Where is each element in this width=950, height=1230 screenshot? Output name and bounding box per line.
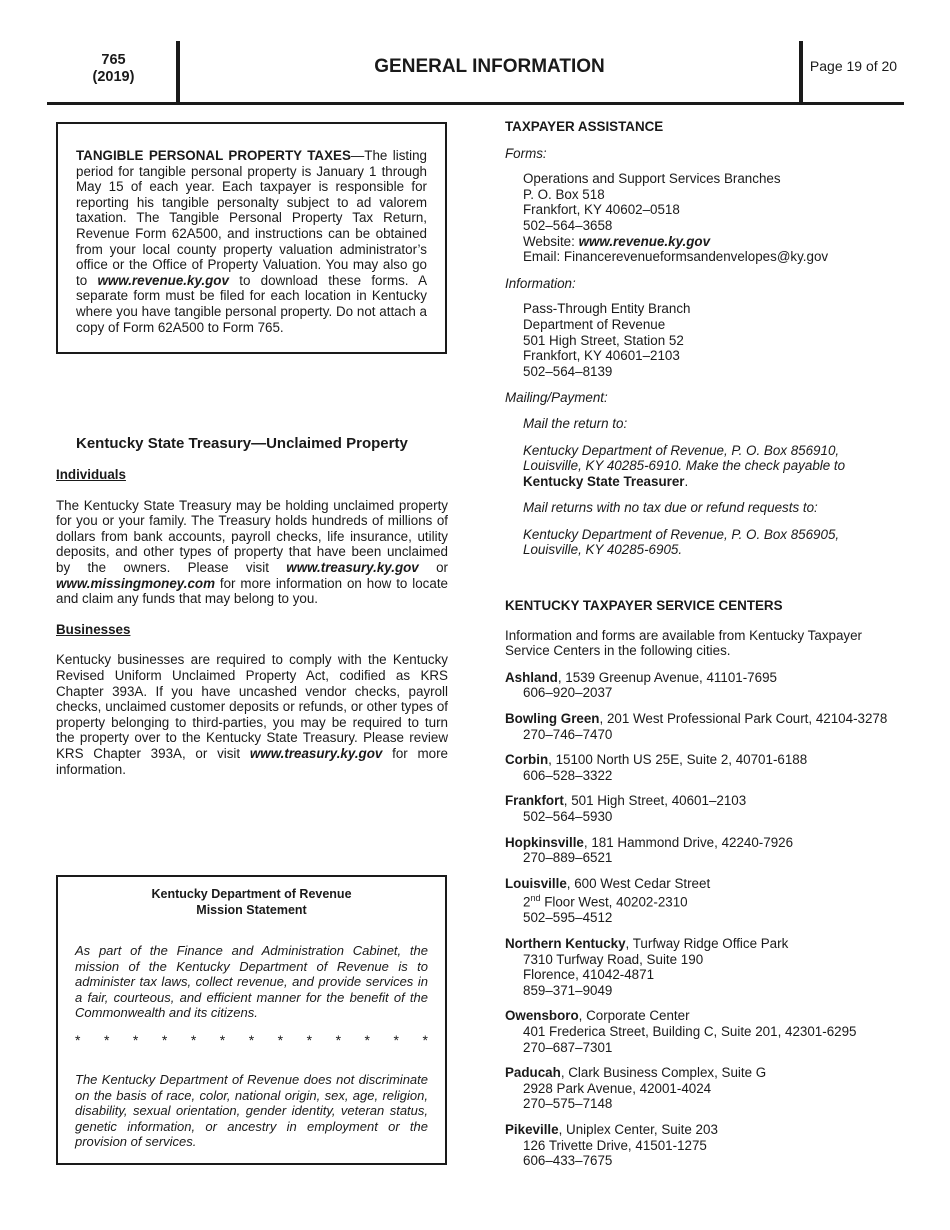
- center-city: Ashland: [505, 669, 558, 685]
- center-phone: 270–687–7301: [523, 1039, 613, 1055]
- center-address-line-2: 126 Trivette Drive, 41501-1275: [523, 1137, 707, 1153]
- individuals-heading: Individuals: [56, 467, 126, 482]
- star: *: [219, 1031, 226, 1048]
- floor-suffix: nd: [530, 893, 541, 904]
- star: *: [306, 1031, 313, 1048]
- info-line: 501 High Street, Station 52: [523, 332, 684, 348]
- form-year: (2019): [92, 69, 135, 85]
- center-corbin: [505, 752, 897, 783]
- tangible-text-1: —The listing period for tangible personal property is January 1 through May 15 of each year. Each taxpayer is responsible for reporting his tangible personalty subject to ad valorem taxation. The Tangible Personal Property Tax Return, Revenue Form 62A500, and instructions can be obtained from your local county property valuation administrator’s office or the Office of Property Valuation. You may also go to: [76, 148, 427, 288]
- center-bowling-green: [505, 711, 897, 742]
- page-title: GENERAL INFORMATION: [374, 56, 605, 77]
- payable-to: Kentucky State Treasurer: [523, 473, 685, 489]
- nondiscrimination-statement: The Kentucky Department of Revenue does not discriminate on the basis of race, color, national origin, sex, age, religion, disability, sexual orientation, gender identity, veteran status, genetic information, or ancestry in employment or the provision of services.: [75, 1072, 428, 1150]
- center-address-line-2: 2928 Park Avenue, 42001-4024: [523, 1080, 712, 1096]
- floor-number: 2: [523, 894, 531, 910]
- star: *: [248, 1031, 255, 1048]
- center-address: , 501 High Street, 40601–2103: [563, 793, 747, 809]
- mission-statement: As part of the Finance and Administration Cabinet, the mission of the Kentucky Department of Revenue is to administer tax laws, collect revenue, and provide services in a fair, courteous, and efficient manner for the benefit of the Commonwealth and its citizens.: [75, 943, 428, 1020]
- missingmoney-link[interactable]: www.missingmoney.com: [56, 575, 215, 591]
- center-hopkinsville: [505, 835, 897, 866]
- page-header: [47, 41, 904, 105]
- center-phone: 270–575–7148: [523, 1096, 613, 1112]
- info-line: Pass-Through Entity Branch: [523, 301, 691, 317]
- center-city: Frankfort: [505, 793, 564, 809]
- center-northern-kentucky: [505, 936, 897, 998]
- center-address-line-3: Florence, 41042-4871: [523, 967, 655, 983]
- center-owensboro: [505, 1008, 897, 1055]
- center-phone: 606–920–2037: [523, 685, 613, 701]
- center-paducah: [505, 1065, 897, 1112]
- no-tax-label: Mail returns with no tax due or refund requests to:: [523, 500, 818, 516]
- forms-line: Frankfort, KY 40602–0518: [523, 202, 680, 218]
- center-ashland: [505, 670, 897, 701]
- mission-title-line-2: Mission Statement: [196, 903, 307, 917]
- page-number: Page 19 of 20: [809, 58, 898, 74]
- mission-title: [75, 886, 428, 918]
- center-frankfort: [505, 793, 897, 824]
- tangible-paragraph: [76, 148, 427, 335]
- treasury-link-2[interactable]: www.treasury.ky.gov: [249, 745, 383, 761]
- star: *: [132, 1031, 139, 1048]
- center-phone: 270–889–6521: [523, 850, 613, 866]
- info-line: 502–564–8139: [523, 363, 613, 379]
- period: .: [684, 473, 689, 489]
- center-phone: 606–433–7675: [523, 1153, 613, 1169]
- forms-line: P. O. Box 518: [523, 186, 605, 202]
- forms-label: Forms:: [505, 145, 547, 161]
- form-number: 765: [101, 52, 126, 68]
- treasury-section: [56, 435, 448, 792]
- taxpayer-assistance-title: TAXPAYER ASSISTANCE: [505, 119, 664, 134]
- center-louisville: [505, 876, 897, 926]
- center-city: Corbin: [505, 752, 549, 768]
- center-address-line-2: [505, 891, 897, 910]
- star-divider: [75, 1033, 428, 1049]
- center-address: , Corporate Center: [578, 1008, 690, 1024]
- center-phone: 270–746–7470: [523, 726, 613, 742]
- mission-title-line-1: Kentucky Department of Revenue: [151, 887, 352, 901]
- website-line: [523, 234, 897, 250]
- star: *: [422, 1031, 428, 1048]
- businesses-heading: Businesses: [56, 621, 131, 637]
- form-id: [47, 52, 180, 86]
- center-city: Owensboro: [505, 1008, 579, 1024]
- service-centers-title: KENTUCKY TAXPAYER SERVICE CENTERS: [505, 598, 783, 614]
- individuals-paragraph: [56, 498, 448, 607]
- center-address: , 201 West Professional Park Court, 42104-3278: [599, 711, 888, 727]
- businesses-text-1: Kentucky businesses are required to comply with the Kentucky Revised Uniform Unclaimed Property Act, codified as KRS Chapter 393A. If you have uncashed vendor checks, payroll checks, unclaimed customer deposits or refunds, or other types of property belonging to third-parties, you may be required to turn the property over to the Kentucky State Treasury. Please review KRS Chapter 393A, or visit: [56, 652, 448, 761]
- center-city: Paducah: [505, 1065, 561, 1081]
- email-line: Email: Financerevenueformsandenvelopes@ky.gov: [523, 249, 829, 265]
- center-pikeville: [505, 1122, 897, 1169]
- star: *: [190, 1031, 197, 1048]
- center-city: Pikeville: [505, 1121, 559, 1137]
- center-phone: 859–371–9049: [523, 982, 613, 998]
- center-phone: 502–564–5930: [523, 809, 613, 824]
- star: *: [75, 1031, 81, 1048]
- center-phone: 606–528–3322: [523, 767, 613, 783]
- center-address: , Clark Business Complex, Suite G: [560, 1065, 767, 1081]
- center-address-line-2: 7310 Turfway Road, Suite 190: [523, 951, 704, 967]
- businesses-text-2: for more information.: [56, 745, 448, 777]
- businesses-paragraph: [56, 652, 448, 777]
- information-label: Information:: [505, 275, 576, 291]
- star: *: [103, 1031, 110, 1048]
- center-address: , Turfway Ridge Office Park: [625, 936, 789, 952]
- revenue-link[interactable]: www.revenue.ky.gov: [97, 272, 229, 288]
- star: *: [335, 1031, 342, 1048]
- forms-line: Operations and Support Services Branches: [523, 171, 781, 187]
- right-column: [505, 119, 897, 1179]
- mission-statement-box: [56, 875, 447, 1165]
- center-city: Hopkinsville: [505, 834, 584, 850]
- mail-return-label: Mail the return to:: [523, 415, 628, 431]
- individuals-text-1: The Kentucky State Treasury may be holding unclaimed property for you or your family. The Treasury holds hundreds of millions of dollars from bank accounts, payroll checks, life insurance, utility deposits, and other types of property that have been unclaimed by the owners. Please visit: [56, 497, 448, 575]
- center-address: , 15100 North US 25E, Suite 2, 40701-6188: [548, 752, 808, 768]
- treasury-link[interactable]: www.treasury.ky.gov: [286, 559, 419, 575]
- center-city: Louisville: [505, 875, 567, 891]
- center-city: Northern Kentucky: [505, 936, 626, 952]
- treasury-title: Kentucky State Treasury—Unclaimed Property: [76, 435, 408, 452]
- center-phone: 502–595–4512: [523, 910, 613, 926]
- tangible-heading: TANGIBLE PERSONAL PROPERTY TAXES: [76, 148, 351, 163]
- tangible-text-2: to download these forms. A separate form must be filed for each location in Kentucky where you have tangible personal property. Do not attach a copy of Form 62A500 to Form 765.: [76, 272, 427, 335]
- individuals-text-2: for more information on how to locate and claim any funds that may belong to you.: [56, 575, 448, 607]
- website-link[interactable]: www.revenue.ky.gov: [578, 233, 711, 249]
- floor-rest: Floor West, 40202-2310: [540, 894, 688, 910]
- star: *: [364, 1031, 370, 1048]
- no-tax-address: Kentucky Department of Revenue, P. O. Box 856905, Louisville, KY 40285-6905.: [523, 526, 840, 558]
- information-address: [505, 301, 897, 379]
- info-line: Frankfort, KY 40601–2103: [523, 348, 680, 364]
- website-label: Website:: [523, 233, 579, 249]
- forms-address: [505, 171, 897, 265]
- mailing-label: Mailing/Payment:: [505, 390, 608, 406]
- center-address: , 600 West Cedar Street: [566, 875, 711, 891]
- star: *: [393, 1031, 399, 1048]
- center-city: Bowling Green: [505, 711, 600, 727]
- star: *: [277, 1031, 284, 1048]
- tangible-property-box: [56, 122, 447, 354]
- center-address-line-2: 401 Frederica Street, Building C, Suite 201, 42301-6295: [523, 1024, 857, 1039]
- service-centers-intro: Information and forms are available from Kentucky Taxpayer Service Centers in the following cities.: [505, 627, 863, 659]
- mail-address: [505, 443, 897, 490]
- mail-address-text: Kentucky Department of Revenue, P. O. Box 856910, Louisville, KY 40285-6910. Make the check payable to: [523, 442, 846, 474]
- center-address: , 1539 Greenup Avenue, 41101-7695: [557, 669, 777, 685]
- star: *: [161, 1031, 168, 1048]
- forms-line: 502–564–3658: [523, 217, 613, 233]
- or-text: or: [418, 559, 448, 575]
- center-address: , 181 Hammond Drive, 42240-7926: [583, 834, 794, 850]
- center-address: , Uniplex Center, Suite 203: [558, 1121, 718, 1137]
- info-line: Department of Revenue: [523, 316, 666, 332]
